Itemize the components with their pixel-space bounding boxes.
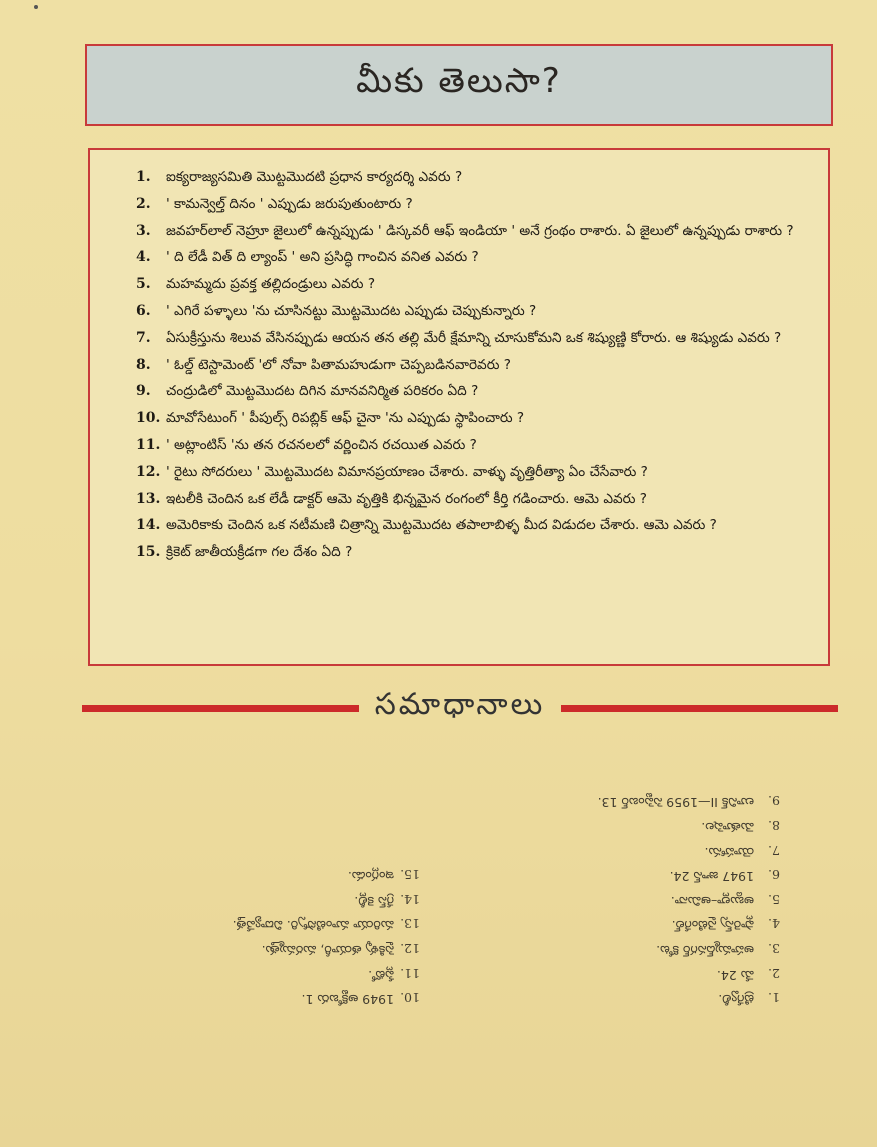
answer-item-text: ప్లేటో. (368, 967, 394, 983)
question-item-number: 11. (136, 436, 161, 453)
answer-item-text: 1949 అక్టోబరు 1. (301, 992, 394, 1008)
answer-item-text: మరియా మాంటిస్సోరి. విద్యావేత్త. (232, 918, 394, 934)
answers-column-left (460, 760, 780, 1010)
divider-rule-left (82, 705, 359, 712)
question-item-text: ' ది లేడీ విత్ ది ల్యాంప్ ' అని ప్రసిద్ధి గాంచిన వనిత ఎవరు ? (166, 249, 479, 266)
question-item-text: మావోసేటుంగ్ ' పీపుల్స్ రిపబ్లిక్ ఆఫ్ చైనా 'ను ఎప్పుడు స్థాపించారు ? (166, 410, 525, 427)
question-item-number: 5. (136, 276, 151, 293)
answers-upside-down (100, 760, 780, 1010)
answers-header (82, 688, 838, 728)
answer-item-number: 9. (768, 793, 780, 809)
page-title: మీకు తెలుసా? (356, 61, 562, 101)
question-item (136, 164, 806, 191)
answer-item (100, 887, 420, 912)
question-item-text: జవహర్‌లాల్ నెహ్రూ జైలులో ఉన్నప్పుడు ' డిస్కవరీ ఆఫ్ ఇండియా ' అనే గ్రంథం రాశారు. ఏ జైలులో ఉన్నప్పుడు రాశారు ? (166, 222, 794, 239)
question-list (136, 164, 806, 566)
answer-item-number: 15. (400, 867, 420, 883)
answer-item-text: యోహాను. (704, 844, 754, 860)
question-item (136, 298, 806, 325)
question-item (136, 271, 806, 298)
question-item-text: ' రైటు సోదరులు ' మొట్టమొదట విమానప్రయాణం చేశారు. వాళ్ళు వృత్తిరీత్యా ఏం చేసేవారు ? (166, 463, 648, 480)
answer-item-text: లూనిక్ II—1959 సెప్టెంబర్ 13. (597, 795, 754, 811)
answer-item-number: 13. (400, 916, 420, 932)
question-item-number: 2. (136, 195, 151, 212)
question-item (136, 191, 806, 218)
answer-item-text: మే 24. (716, 967, 754, 983)
divider-rule-right (561, 705, 838, 712)
question-item-text: ' ఎగిరే పళ్ళాలు 'ను చూసినట్టు మొట్టమొదట ఎప్పుడు చెప్పుకున్నారు ? (166, 302, 537, 319)
question-item-number: 4. (136, 249, 151, 266)
answer-item-number: 4. (768, 916, 780, 932)
answer-item (460, 912, 780, 937)
answer-item (460, 985, 780, 1010)
question-item (136, 352, 806, 379)
answer-item (460, 838, 780, 863)
question-item-number: 14. (136, 517, 161, 534)
question-item-text: ఏసుక్రీస్తును శిలువ వేసినప్పుడు ఆయన తన తల్లి మేరీ క్షేమాన్ని చూసుకోమని ఒక శిష్యుణ్ణి కోరారు. ఆ శిష్యుడు ఎవరు ? (166, 329, 782, 346)
answer-item-number: 6. (768, 867, 780, 883)
question-item (136, 432, 806, 459)
title-banner (85, 44, 833, 126)
question-item-number: 6. (136, 302, 151, 319)
answer-item-number: 1. (768, 990, 780, 1006)
question-item-text: ఐక్యరాజ్యసమితి మొట్టమొదటి ప్రధాన కార్యదర్శి ఎవరు ? (166, 169, 463, 185)
answer-item-text: ఫ్లారెన్స్ నైటింగేల్. (671, 918, 754, 934)
question-item (136, 218, 806, 245)
question-item-number: 1. (136, 169, 151, 185)
answer-item-text: ట్రిగ్వేలీ. (718, 992, 754, 1008)
answer-item (100, 912, 420, 937)
question-item-text: ' అట్లాంటిస్ 'ను తన రచనలలో వర్ణించిన రచయిత ఎవరు ? (166, 436, 477, 453)
question-item (136, 244, 806, 271)
answer-item-text: అహమ్మద్‌నగర్ కోట. (656, 943, 754, 959)
answer-item (460, 789, 780, 814)
answers-column-right (100, 760, 420, 1010)
answer-item-number: 7. (768, 842, 780, 858)
answer-item (460, 961, 780, 986)
answers-title: సమాధానాలు (374, 687, 546, 722)
answer-item-text: మెతూషెల. (701, 820, 754, 836)
question-item-text: ఇటలీకి చెందిన ఒక లేడీ డాక్టర్ ఆమె వృత్తికి భిన్నమైన రంగంలో కీర్తి గడించారు. ఆమె ఎవరు ? (166, 490, 647, 507)
answer-item-text: అబ్దుల్లా–ఆమినా. (670, 893, 754, 909)
answer-item (460, 887, 780, 912)
question-item (136, 459, 806, 486)
answer-item-text: 1947 జూన్ 24. (669, 869, 754, 885)
question-item-number: 15. (136, 544, 161, 561)
answer-item (100, 936, 420, 961)
answer-item-text: ఇంగ్లండు. (347, 869, 394, 885)
question-item (136, 512, 806, 539)
question-item (136, 486, 806, 513)
answer-item-number: 2. (768, 965, 780, 981)
question-item-text: అమెరికాకు చెందిన ఒక నటీమణి చిత్రాన్ని మొట్టమొదట తపాలాబిళ్ళ మీద విడుదల చేశారు. ఆమె ఎవరు ? (166, 517, 717, 534)
answer-item (460, 813, 780, 838)
question-item-text: మహమ్మదు ప్రవక్త తల్లిదండ్రులు ఎవరు ? (166, 276, 376, 293)
pin-mark (34, 5, 38, 9)
answer-item (100, 961, 420, 986)
answer-item (100, 985, 420, 1010)
answer-item-number: 11. (400, 965, 420, 981)
question-item-text: క్రికెట్ జాతీయక్రీడగా గల దేశం ఏది ? (166, 544, 353, 561)
question-item-number: 13. (136, 490, 161, 507)
answer-item-number: 5. (768, 891, 780, 907)
questions-box (88, 148, 830, 666)
question-item-text: చంద్రుడిలో మొట్టమొదట దిగిన మానవనిర్మిత పరికరం ఏది ? (166, 383, 479, 400)
question-item-number: 10. (136, 410, 161, 427)
question-item-text: ' కామన్వెల్త్ దినం ' ఎప్పుడు జరుపుతుంటారు ? (166, 195, 413, 212)
answer-item (460, 936, 780, 961)
question-item (136, 539, 806, 566)
question-item-number: 12. (136, 463, 161, 480)
answer-item-number: 10. (400, 990, 420, 1006)
question-item-number: 7. (136, 329, 151, 346)
answer-item (460, 862, 780, 887)
question-item (136, 378, 806, 405)
question-item-number: 3. (136, 222, 151, 239)
question-item (136, 325, 806, 352)
question-item-number: 8. (136, 356, 151, 373)
answer-item (100, 862, 420, 887)
question-item-text: ' ఓల్డ్ టెస్టామెంట్ 'లో నోవా పితామహుడుగా చెప్పబడినవారెవరు ? (166, 356, 512, 373)
answer-item-number: 14. (400, 891, 420, 907)
answer-item-number: 3. (768, 941, 780, 957)
question-item-number: 9. (136, 383, 151, 400)
answer-item-text: సైకిళ్ళ తయారీ, మరమ్మత్తు. (261, 943, 394, 959)
answer-item-number: 12. (400, 941, 420, 957)
question-item (136, 405, 806, 432)
answer-item-number: 8. (768, 818, 780, 834)
answer-item-text: గ్రేస్ కెల్లీ. (354, 893, 394, 909)
